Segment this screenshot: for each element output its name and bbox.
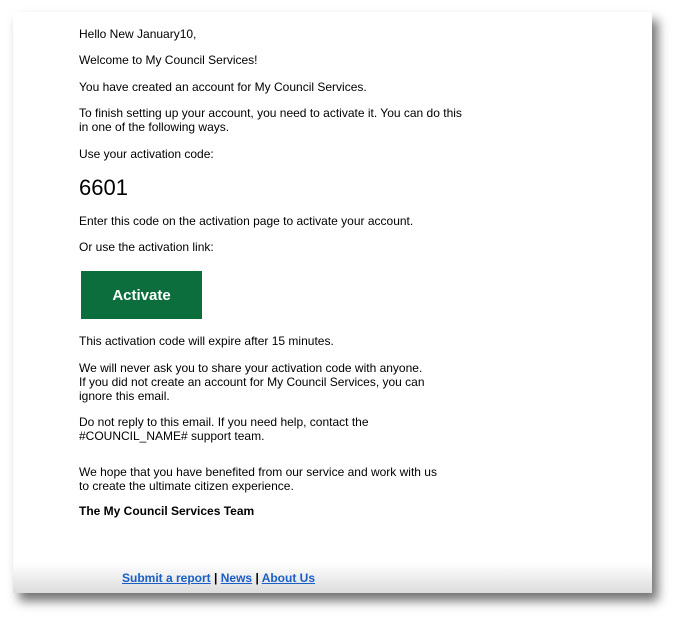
or-link-text: Or use the activation link: [79, 240, 214, 254]
signature: The My Council Services Team [79, 504, 255, 518]
never-ask-text: We will never ask you to share your activation code with anyone. [79, 361, 423, 375]
submit-report-link[interactable]: Submit a report [122, 571, 211, 585]
separator: | [214, 571, 218, 585]
ignore-text: If you did not create an account for My Council Services, you can ignore this email. [79, 375, 425, 403]
no-reply-text: Do not reply to this email. If you need help, contact the #COUNCIL_NAME# support team. [79, 415, 369, 443]
hope-text: We hope that you have benefited from our service and work with us to create the ultimate citizen experience. [79, 465, 437, 493]
expire-text: This activation code will expire after 15 minutes. [79, 334, 334, 348]
account-created-text: You have created an account for My Council Services. [79, 80, 367, 94]
footer-links [122, 571, 315, 585]
finish-setup-text: To finish setting up your account, you need to activate it. You can do this in one of the following ways. [79, 106, 462, 134]
footer [13, 563, 652, 593]
separator: | [255, 571, 259, 585]
enter-code-text: Enter this code on the activation page to activate your account. [79, 214, 414, 228]
activate-button[interactable]: Activate [81, 271, 202, 319]
use-code-text: Use your activation code: [79, 147, 214, 161]
greeting: Hello New January10, [79, 27, 197, 41]
news-link[interactable]: News [220, 571, 253, 585]
welcome-text: Welcome to My Council Services! [79, 53, 258, 67]
about-us-link[interactable]: About Us [261, 571, 316, 585]
email-card [13, 12, 652, 593]
activation-code: 6601 [79, 175, 128, 200]
